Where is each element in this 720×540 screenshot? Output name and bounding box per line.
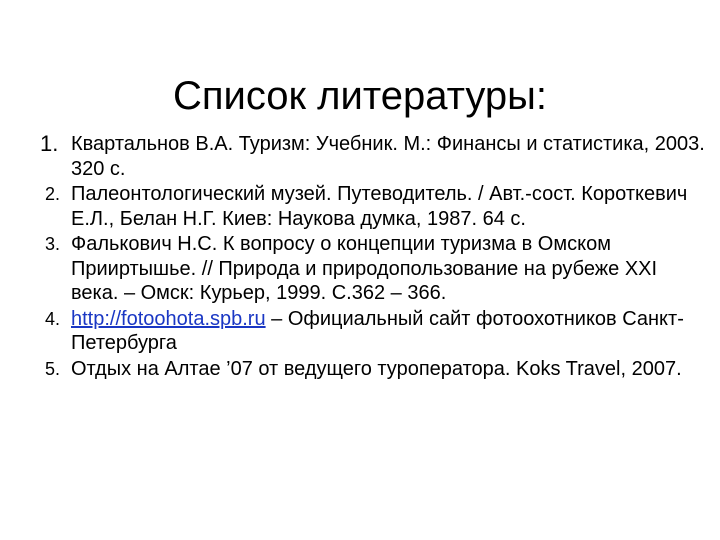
reference-text: Палеонтологический музей. Путеводитель. / Авт.-сост. Короткевич Е.Л., Белан Н.Г. Киев: Наукова думка, 1987. 64 с.: [71, 183, 688, 230]
reference-number: 1.: [40, 131, 59, 156]
reference-number: 2.: [45, 184, 61, 204]
reference-number: 5.: [45, 358, 61, 379]
reference-text: Отдых на Алтае ’07 от ведущего туроператора. Koks Travel, 2007.: [71, 357, 682, 380]
reference-text: – Официальный сайт фотоохотников Санкт-Петербурга: [71, 307, 684, 354]
reference-list: [40, 132, 705, 382]
reference-number: 3.: [45, 234, 61, 254]
reference-text: Квартальнов В.А. Туризм: Учебник. М.: Финансы и статистика, 2003. 320 с.: [71, 133, 705, 180]
reference-item-1: [40, 132, 705, 181]
reference-item-5: [40, 357, 705, 382]
reference-item-2: [40, 182, 705, 231]
reference-link[interactable]: http://fotoohota.spb.ru: [71, 307, 266, 330]
page-title: Список литературы:: [172, 73, 548, 118]
reference-item-3: [40, 232, 705, 306]
reference-number: 4.: [45, 308, 61, 329]
reference-text: Фалькович Н.С. К вопросу о концепции туризма в Омском Прииртышье. // Природа и природопользование на рубеже XXI века. – Омск: Курьер, 1999. С.362 – 366.: [71, 233, 658, 304]
reference-item-4: [40, 307, 705, 356]
